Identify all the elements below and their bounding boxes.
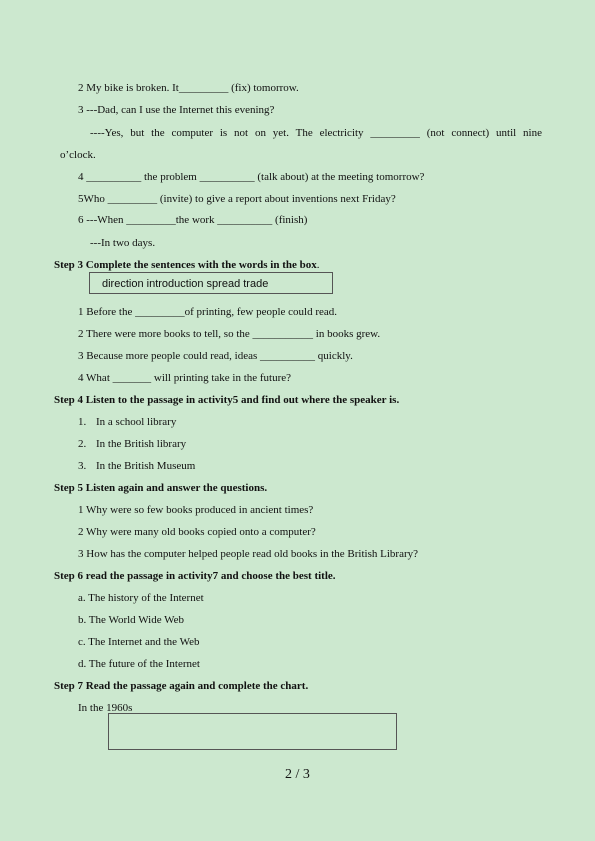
question-item: 3 How has the computer helped people read old books in the British Library? <box>78 548 418 560</box>
exercise-item-continued: o’clock. <box>60 149 96 161</box>
exercise-item: 2 There were more books to tell, so the ___________ in books grew. <box>78 328 381 340</box>
title-option: b. The World Wide Web <box>78 614 185 626</box>
option-item <box>78 437 187 451</box>
page-number: 2 / 3 <box>285 767 310 782</box>
exercise-item: ----Yes, but the computer is not on yet. The electricity _________ (not connect) until nine <box>90 127 542 139</box>
option-number: 2. <box>78 438 87 450</box>
option-item <box>78 459 196 473</box>
title-option: c. The Internet and the Web <box>78 636 200 648</box>
step3-heading-period: . <box>316 259 320 271</box>
chart-answer-box[interactable] <box>108 713 397 750</box>
question-item: 1 Why were so few books produced in ancient times? <box>78 504 314 516</box>
exercise-item: 5Who _________ (invite) to give a report about inventions next Friday? <box>78 193 396 205</box>
exercise-item: 3 ---Dad, can I use the Internet this evening? <box>78 104 275 116</box>
question-item: 2 Why were many old books copied onto a computer? <box>78 526 316 538</box>
word-box-words: direction introduction spread trade <box>102 278 269 290</box>
step5-heading: Step 5 Listen again and answer the questions. <box>54 482 268 494</box>
option-text: In the British Museum <box>96 460 196 472</box>
option-item <box>78 415 177 429</box>
exercise-item: 3 Because more people could read, ideas __________ quickly. <box>78 350 353 362</box>
step7-heading: Step 7 Read the passage again and complete the chart. <box>54 680 309 692</box>
exercise-item: 6 ---When _________the work __________ (finish) <box>78 214 308 226</box>
exercise-item: 4 __________ the problem __________ (talk about) at the meeting tomorrow? <box>78 171 425 183</box>
title-option: d. The future of the Internet <box>78 658 200 670</box>
option-text: In the British library <box>96 438 187 450</box>
step3-heading-text: Step 3 Complete the sentences with the words in the box <box>54 259 317 271</box>
word-box <box>89 272 333 294</box>
exercise-item: ---In two days. <box>90 237 156 249</box>
step3-heading <box>54 258 320 272</box>
exercise-item: 4 What _______ will printing take in the future? <box>78 372 292 384</box>
step4-heading: Step 4 Listen to the passage in activity5 and find out where the speaker is. <box>54 394 400 406</box>
step6-heading: Step 6 read the passage in activity7 and choose the best title. <box>54 570 336 582</box>
chart-label: In the 1960s <box>78 702 133 714</box>
title-option: a. The history of the Internet <box>78 592 204 604</box>
option-number: 1. <box>78 416 87 428</box>
exercise-item: 1 Before the _________of printing, few people could read. <box>78 306 338 318</box>
option-text: In a school library <box>96 416 177 428</box>
option-number: 3. <box>78 460 87 472</box>
exercise-item: 2 My bike is broken. It_________ (fix) tomorrow. <box>78 82 299 94</box>
